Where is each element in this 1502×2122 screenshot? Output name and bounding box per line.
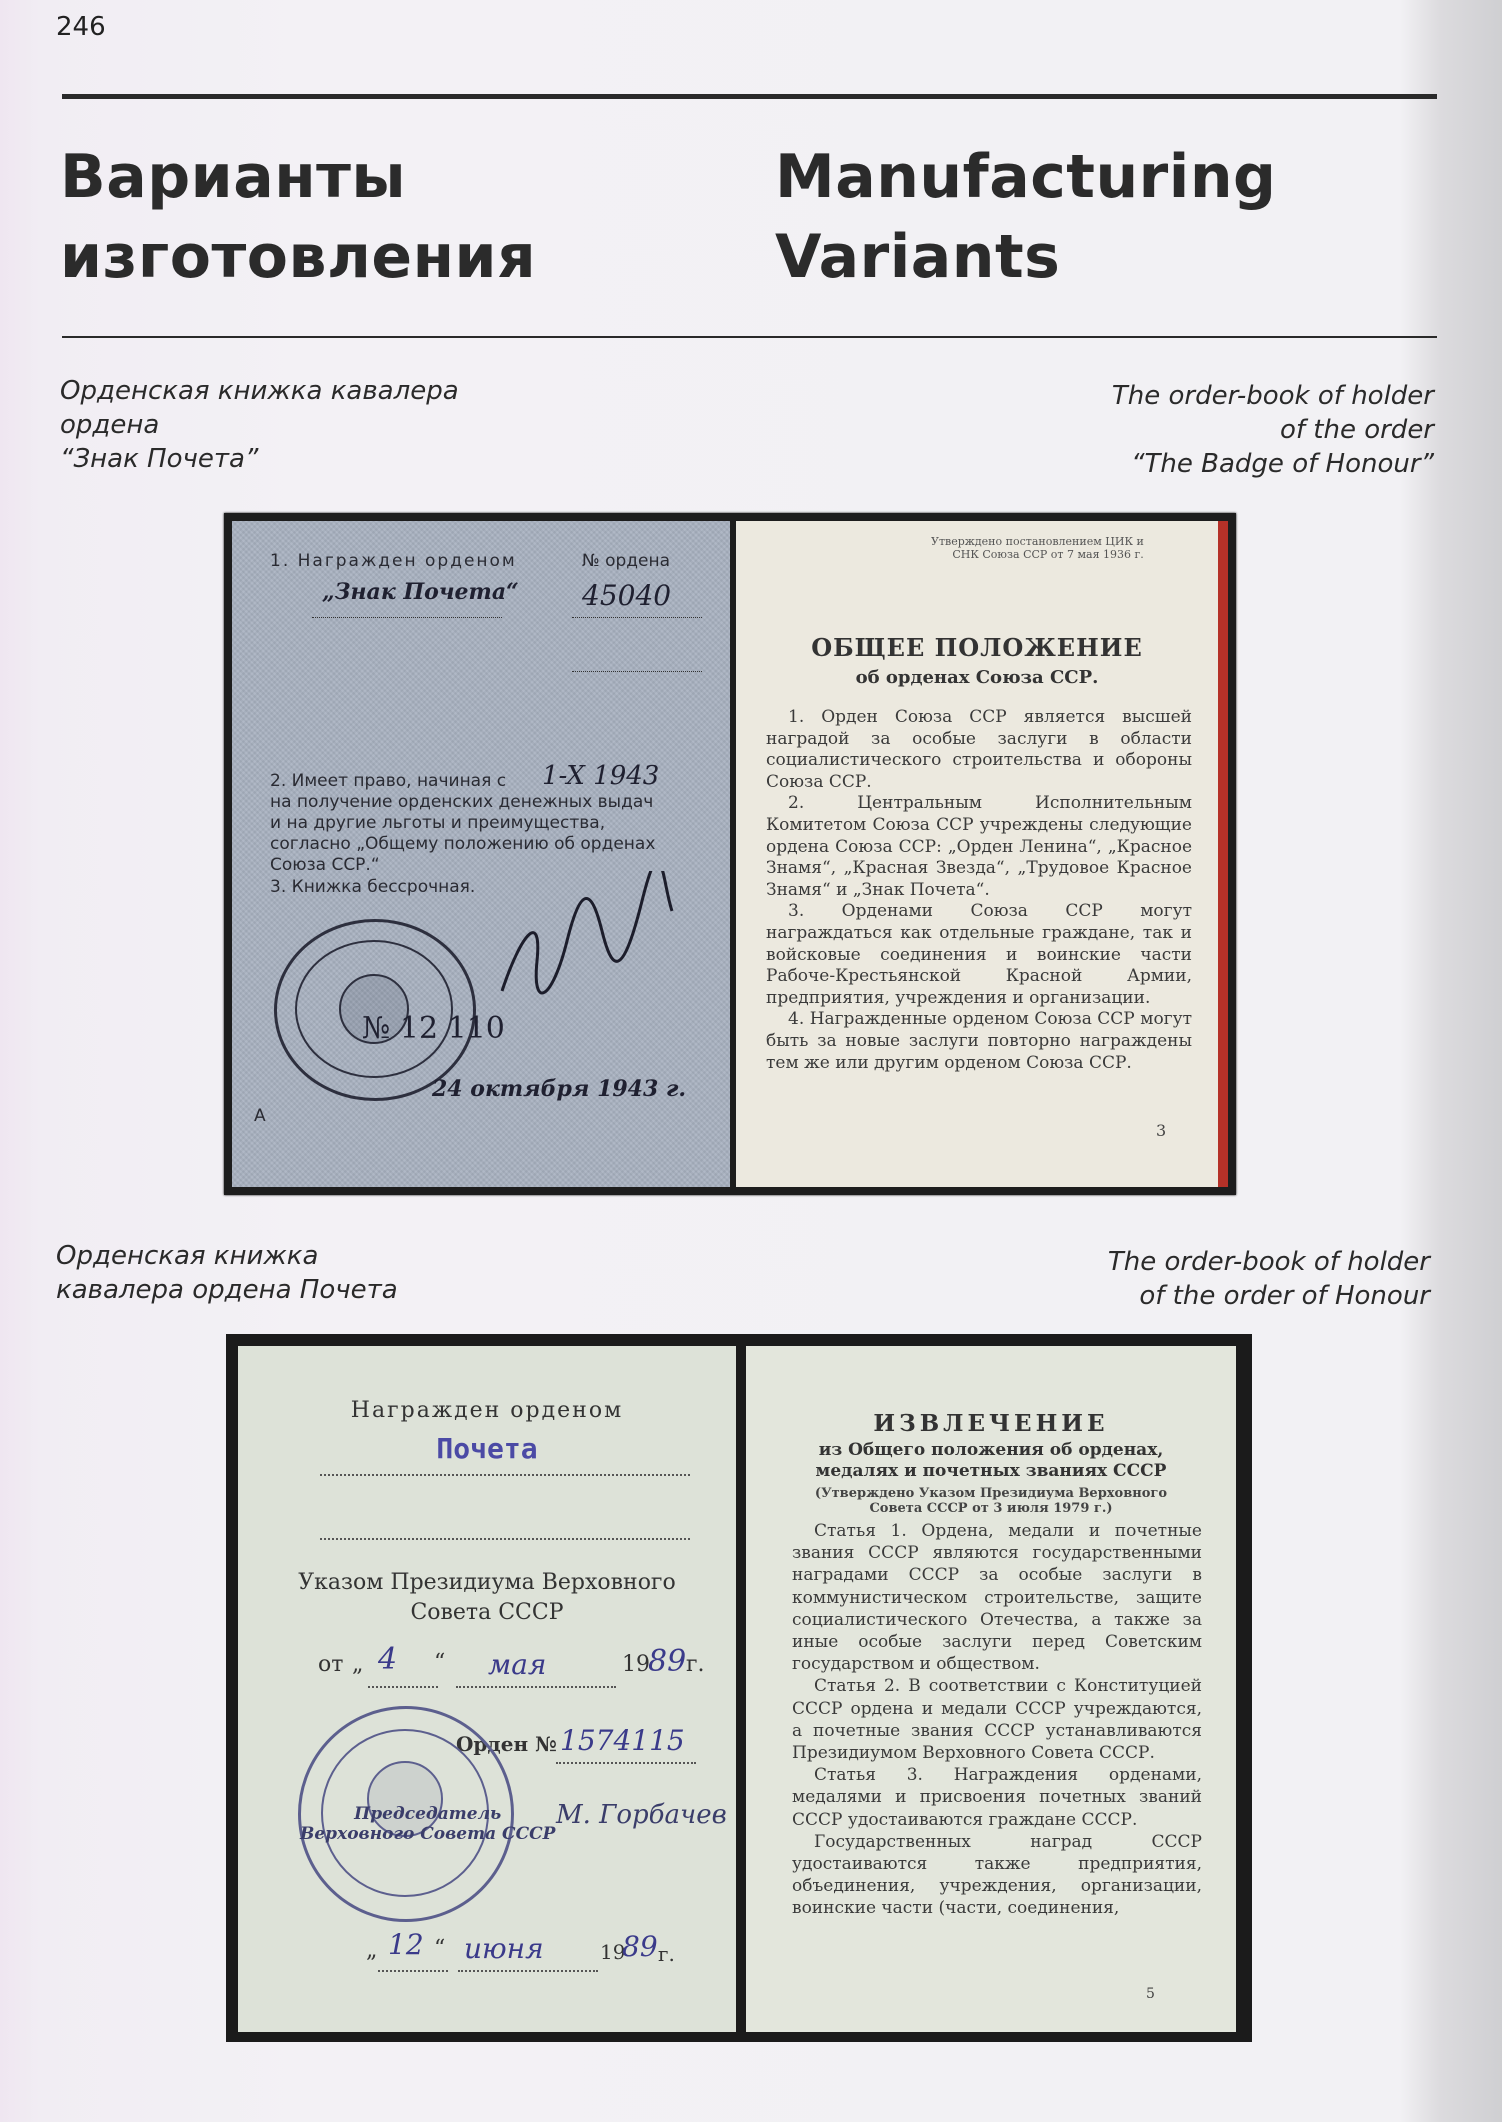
dotted-line: [556, 1762, 696, 1764]
awarded-label: 1. Награжден орденом: [270, 551, 517, 571]
title-rule: [62, 336, 1437, 338]
order-number: 45040: [582, 579, 672, 612]
title-ru: [60, 137, 536, 297]
dotted-line: [572, 671, 702, 672]
date-month: мая: [488, 1648, 547, 1681]
extract-subheading: [746, 1440, 1236, 1482]
date-close-quote: “: [434, 1650, 446, 1675]
extract-paragraph: Статья 1. Ордена, медали и почетные звания СССР являются государственными наградами СССР за особые заслуги в коммунистическом строительстве, защите социалистического Отечества, а также за иные особые заслуги перед Советским государством и обществом.: [792, 1521, 1202, 1675]
approval-line: Совета СССР от 3 июля 1979 г.): [869, 1501, 1113, 1516]
dotted-line: [320, 1474, 690, 1476]
caption-1-en: [1112, 379, 1434, 481]
date-year-suffix: 89: [648, 1644, 687, 1679]
book1-left-page: [232, 521, 730, 1187]
approval-line: СНК Союза ССР от 7 мая 1936 г.: [952, 548, 1144, 561]
title-ru-line-2: изготовления: [60, 222, 537, 292]
provision-paragraph: 1. Орден Союза ССР является высшей наградой за особые заслуги в области социалистического строительства и обороны Союза ССР.: [766, 707, 1192, 792]
order-number-label: Орден №: [456, 1732, 557, 1756]
provision-paragraph: 4. Награжденные орденом Союза ССР могут быть за новые заслуги повторно награждены тем же или другим орденом Союза ССР.: [766, 1009, 1192, 1073]
caption-line: “Знак Почета”: [60, 444, 259, 474]
approval-line: (Утверждено Указом Президиума Верховного: [814, 1486, 1168, 1501]
issue-year-prefix: 19: [600, 1940, 626, 1964]
date-open-quote: „: [352, 1652, 364, 1677]
order-number: 1574115: [560, 1724, 685, 1757]
title-en: [775, 137, 1277, 297]
caption-line: The order-book of holder: [1111, 381, 1434, 411]
caption-2-en: [1108, 1245, 1430, 1313]
title-en-line-2: Variants: [775, 222, 1061, 292]
awarded-label: Награжден орденом: [350, 1398, 624, 1423]
extract-paragraph: Статья 2. В соответствии с Конституцией СССР ордена и медали СССР учреждаются, а почетные звания СССР устанавливаются Президиумом Верховного Совета СССР.: [792, 1676, 1202, 1764]
chairman-title: [300, 1804, 555, 1844]
item-2-line: Союза ССР.“: [270, 855, 380, 875]
page-no: 3: [1156, 1121, 1167, 1140]
title-en-line-1: Manufacturing: [775, 142, 1277, 212]
order-number-label: № ордена: [582, 551, 671, 571]
item-2-line: и на другие льготы и преимущества,: [270, 813, 606, 833]
decree-line: Указом Президиума Верховного: [298, 1570, 676, 1595]
issue-mark: г.: [658, 1942, 675, 1966]
subheading-line: из Общего положения об орденах,: [818, 1440, 1164, 1460]
caption-line: Орденская книжка кавалера: [60, 376, 459, 406]
caption-line: of the order: [1279, 415, 1434, 445]
caption-line: The order-book of holder: [1107, 1247, 1430, 1277]
signature: [482, 871, 682, 1021]
item-2-line: 2. Имеет право, начиная с: [270, 771, 507, 791]
date-day: 4: [378, 1642, 398, 1677]
caption-line: Орденская книжка: [56, 1241, 319, 1271]
book2-left-page: [238, 1346, 736, 2032]
red-cover-edge: [1218, 521, 1228, 1187]
extract-paragraph: Статья 3. Награждения орденами, медалями и присвоения почетных званий СССР удостаиваются граждане СССР.: [792, 1765, 1202, 1830]
issue-year-suffix: 89: [622, 1930, 658, 1963]
dotted-line: [320, 1538, 690, 1540]
title-ru-line-1: Варианты: [60, 142, 407, 212]
provision-paragraph: 2. Центральным Исполнительным Комитетом Союза ССР учреждены следующие ордена Союза ССР: „Орден Ленина“, „Красное Знамя“, „Красная Звезда“, „Трудовое Красное Знамя“ и „Знак Почета“.: [766, 793, 1192, 900]
order-name: Почета: [436, 1432, 538, 1465]
corner-mark: А: [254, 1106, 266, 1126]
dotted-line: [572, 617, 702, 618]
dotted-line: [458, 1970, 598, 1972]
item-2-line: на получение орденских денежных выдач: [270, 792, 654, 812]
extract-paragraph: Государственных наград СССР удостаиваются также предприятия, объединения, учреждения, организации, воинские части (части, соединения,: [792, 1831, 1202, 1919]
caption-line: “The Badge of Honour”: [1131, 449, 1434, 479]
top-rule: [62, 94, 1437, 99]
book2-right-page: [746, 1346, 1236, 2032]
signature: М. Горбачев: [556, 1800, 727, 1830]
book1-right-page: [736, 521, 1218, 1187]
caption-1-ru: [60, 374, 459, 476]
item-3-text: 3. Книжка бессрочная.: [270, 877, 476, 897]
book-number: № 12 110: [362, 1011, 505, 1046]
issue-date: 24 октября 1943 г.: [432, 1076, 686, 1102]
order-book-badge-of-honour: [224, 513, 1236, 1195]
order-book-of-honour: [226, 1334, 1252, 2042]
date-year-prefix: 19: [622, 1652, 650, 1677]
decree-text: [238, 1568, 736, 1628]
date-from-label: от: [318, 1652, 344, 1677]
issue-day: 12: [388, 1928, 424, 1961]
official-seal: [274, 919, 476, 1101]
extract-approval: [746, 1486, 1236, 1516]
caption-line: ордена: [60, 410, 160, 440]
page-no: 5: [1146, 1986, 1155, 2002]
caption-2-ru: [56, 1239, 398, 1307]
issue-close-quote: “: [434, 1936, 446, 1961]
extract-heading: ИЗВЛЕЧЕНИЕ: [873, 1410, 1109, 1437]
dotted-line: [378, 1970, 448, 1972]
page-number: 246: [56, 12, 106, 42]
date-year-mark: г.: [686, 1652, 705, 1677]
subheading-line: медалях и почетных званиях СССР: [815, 1461, 1167, 1481]
dotted-line: [368, 1686, 438, 1688]
dotted-line: [456, 1686, 616, 1688]
general-provision-subheading: об орденах Союза ССР.: [855, 667, 1099, 688]
decree-line: Совета СССР: [410, 1600, 564, 1625]
item-2-line: согласно „Общему положению об орденах: [270, 834, 656, 854]
provision-text: [766, 707, 1192, 1074]
provision-paragraph: 3. Орденами Союза ССР могут награждаться как отдельные граждане, так и войсковые соединения и воинские части Рабоче-Крестьянской Красной Армии, предприятия, учреждения и организации.: [766, 901, 1192, 1008]
general-provision-heading: ОБЩЕЕ ПОЛОЖЕНИЕ: [811, 633, 1143, 662]
dotted-line: [312, 617, 502, 618]
caption-line: кавалера ордена Почета: [56, 1275, 398, 1305]
start-date: 1-X 1943: [542, 761, 660, 791]
issue-month: июня: [464, 1932, 544, 1965]
extract-text: [792, 1520, 1202, 1920]
caption-line: of the order of Honour: [1139, 1281, 1430, 1311]
issue-open-quote: „: [366, 1938, 378, 1963]
approval-line: Утверждено постановлением ЦИК и: [931, 535, 1144, 548]
chairman-line: Верховного Совета СССР: [300, 1824, 556, 1844]
order-name: „Знак Почета“: [322, 579, 519, 605]
chairman-line: Председатель: [354, 1804, 502, 1824]
approval-note: [931, 535, 1144, 561]
